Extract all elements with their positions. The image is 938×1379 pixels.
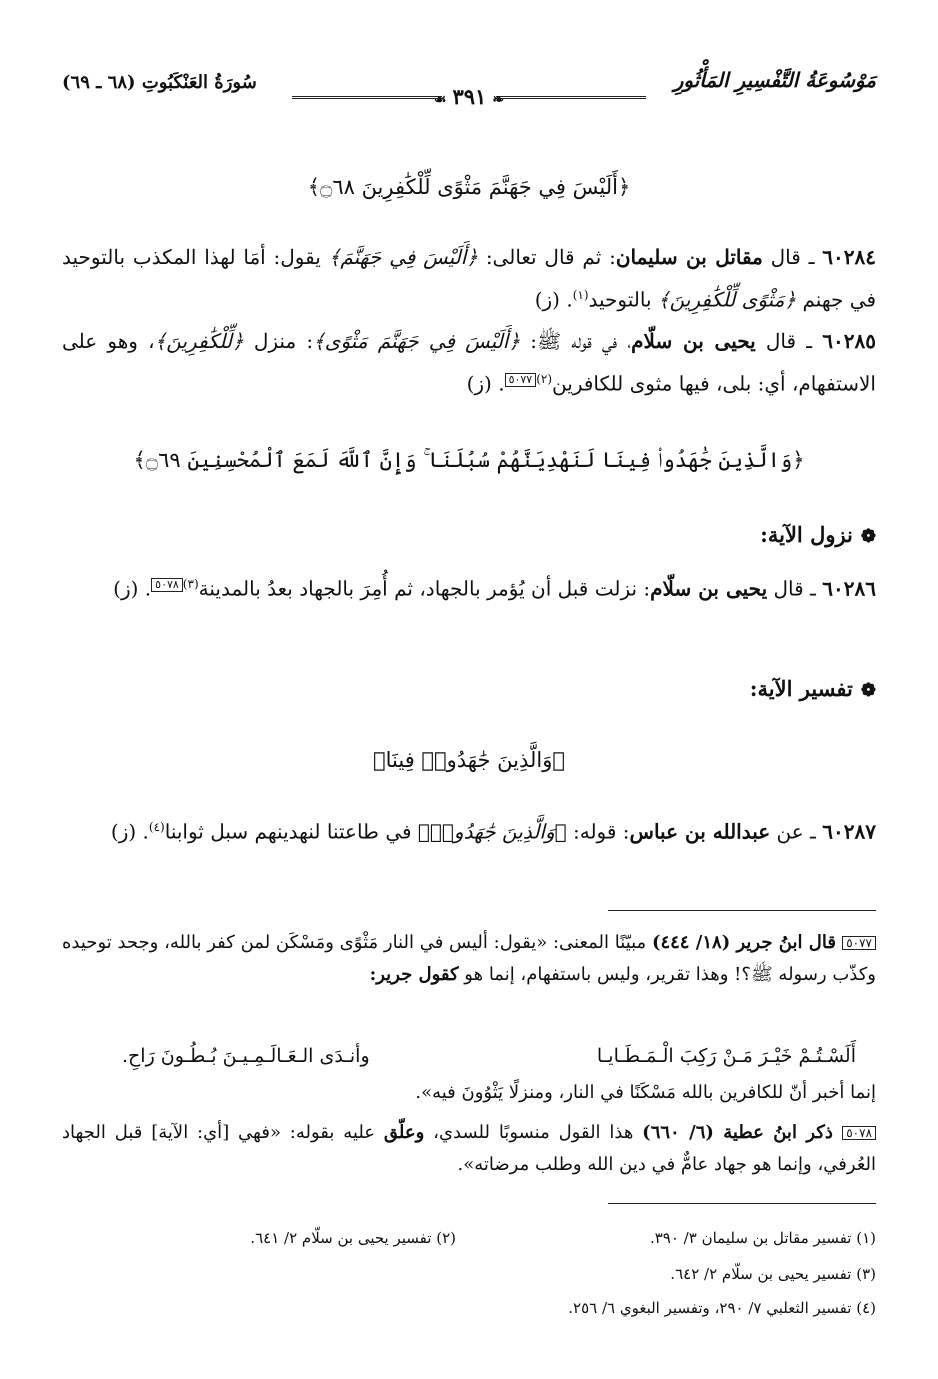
text: : منزل — [243, 329, 314, 353]
text: ـ عن — [770, 819, 823, 844]
text: في طاعتنا لنهدينهم سبل ثوابنا — [164, 819, 418, 844]
commentary-text: مبيّنًا المعنى: «يقول: أليس في النار مَثْوًى ومَسْكَن لمن كفر بالله، وجحد توحيده وكذّب رسوله ﷺ؟! وهذا تقرير، وليس باستفهام، إنما هو — [62, 932, 876, 985]
footnote-ref[interactable]: (١) — [572, 288, 589, 302]
commentary-lead: قال ابنُ جرير (١٨/ ٤٤٤) — [651, 932, 843, 953]
text: . (ز) — [113, 576, 152, 601]
footnote-4: (٤) تفسير الثعلبي ٧/ ٢٩٠، وتفسير البغوي ٦/ ٢٥٦. — [568, 1299, 876, 1317]
narration-number: ٦٠٢٨٥ — [822, 329, 876, 353]
narrator-name: عبدالله بن عباس — [629, 819, 771, 844]
ayah-68: ﴿أَلَيْسَ فِي جَهَنَّمَ مَثْوًى لِّلْكَٰفِرِينَ ۝٦٨﴾ — [307, 175, 631, 199]
text: بالتوحيد — [588, 287, 658, 312]
text: ـ قال — [755, 329, 823, 353]
quran-quote: ﴿أَلَيْسَ فِي جَهَنَّمَ﴾ — [328, 245, 479, 269]
text: يقول: أمَا لهذا المكذب بالتوحيد في جهنم — [62, 245, 876, 312]
footnote-ref[interactable]: (٣) — [182, 577, 199, 591]
text: ، في قوله ﷺ: — [520, 329, 632, 353]
book-page — [62, 0, 876, 1379]
page-number-bar — [62, 84, 876, 109]
page-header — [62, 64, 876, 108]
text: : نزلت قبل أن يُؤمر بالجهاد، ثم أُمِرَ بالجهاد بعدُ بالمدينة — [198, 576, 651, 601]
narrator-name: مقاتل بن سليمان — [615, 245, 763, 269]
page-number-wrap — [62, 84, 876, 109]
narrator-name: يحيى بن سلّام — [631, 329, 756, 353]
narration-number: ٦٠٢٨٧ — [822, 819, 876, 844]
narration-60287 — [62, 808, 876, 851]
commentary-number-box: ٥٠٧٨ — [842, 1126, 876, 1140]
ayah-69: ﴿وَالَّذِينَ جَٰهَدُوا۟ فِينَا لَنَهْدِيَنَّهُمْ سُبُلَنَا ۚ وَإِنَّ ٱللَّهَ لَمَعَ ٱلْمُحْسِنِينَ ۝٦٩﴾ — [133, 448, 805, 472]
section-heading-nuzul — [760, 522, 876, 547]
ayah-69-excerpt: ﴿وَالَّذِينَ جَٰهَدُوا۟ فِينَا﴾ — [373, 748, 565, 772]
poem-hemistich-2: وأنـدَى الـعَـالَـمِـيـنَ بُـطُـونَ رَاحِ. — [122, 1045, 370, 1067]
poem-verse — [62, 1040, 876, 1072]
text: : ثم قال تعالى: — [478, 245, 616, 269]
commentary-lead: ذكر ابنُ عطية (٦/ ٦٦٠) — [642, 1122, 843, 1143]
flower-ornament-icon: ❁ — [860, 526, 876, 547]
narration-60286 — [62, 565, 876, 608]
commentary-number-box: ٥٠٧٧ — [842, 936, 876, 950]
book-title: مَوْسُوعَةُ التَّفْسِيرِ المَأْثُورِ — [673, 68, 876, 92]
commentary-text: عليه بقوله: «فهي [أي: الآية] قبل الجهاد العُرفي، وإنما هو جهاد عامٌّ في دين الله وطلب مرضاته». — [62, 1122, 876, 1175]
section-heading-tafsir — [750, 676, 876, 701]
footnote-ref[interactable]: (٢) — [536, 372, 553, 386]
flower-ornament-icon: ❁ — [860, 680, 876, 701]
text: . (ز) — [466, 371, 505, 396]
commentary-5077 — [62, 927, 876, 991]
surah-title: سُورَةُ العَنْكَبُوتِ (٦٨ ـ ٦٩) — [62, 72, 257, 93]
text: . (ز) — [534, 287, 573, 312]
footnotes-separator — [608, 1203, 876, 1204]
commentary-ref-box[interactable]: ٥٠٧٨ — [151, 578, 183, 592]
quran-quote: ﴿لِّلْكَٰفِرِينَ﴾ — [154, 329, 244, 353]
commentary-5077-end: إنما أخبر أنّ للكافرين بالله مَسْكَنًا في النار، ومنزلًا يَثْوُونَ فيه». — [415, 1082, 876, 1103]
narration-60284 — [62, 238, 876, 319]
footnote-2: (٢) تفسير يحيى بن سلّام ٢/ ٦٤١. — [250, 1229, 456, 1247]
commentary-ref-box[interactable]: ٥٠٧٧ — [505, 373, 537, 387]
narrator-name: يحيى بن سلّام — [650, 576, 768, 601]
footnote-ref[interactable]: (٤) — [148, 820, 165, 834]
text: ، وهو على الاستفهام، أي: بلى، فيها مثوى للكافرين — [62, 329, 876, 396]
ornament-icon: ❧ — [492, 92, 505, 108]
quran-quote: ﴿وَالَّذِينَ جَٰهَدُوا۟﴾ — [417, 819, 567, 844]
narration-number: ٦٠٢٨٦ — [822, 576, 876, 601]
text: : قوله: — [566, 819, 630, 844]
heading-text: تفسير الآية: — [749, 676, 853, 701]
header-rule-left — [292, 96, 442, 99]
footnote-3: (٣) تفسير يحيى بن سلّام ٢/ ٦٤٢. — [670, 1265, 876, 1283]
poem-hemistich-1: أَلَسْـتُـمْ خَيْـرَ مَـنْ رَكِبَ الْـمَـطَـايـا — [596, 1045, 856, 1067]
text: . (ز) — [110, 819, 149, 844]
text: ـ قال — [762, 245, 823, 269]
quran-quote: ﴿مَثْوًى لِّلْكَٰفِرِينَ﴾ — [657, 287, 797, 312]
footnote-1: (١) تفسير مقاتل بن سليمان ٣/ ٣٩٠. — [649, 1229, 876, 1247]
commentary-separator — [608, 910, 876, 911]
quran-quote: ﴿أَلَيْسَ فِي جَهَنَّمَ مَثْوًى﴾ — [313, 329, 521, 353]
narration-number: ٦٠٢٨٤ — [822, 245, 876, 269]
ornament-icon: ☙ — [433, 92, 447, 108]
commentary-text-bold: كقول جرير: — [369, 964, 459, 985]
commentary-text: هذا القول منسوبًا للسدي، — [424, 1122, 643, 1143]
narration-60285 — [62, 322, 876, 403]
text: ـ قال — [767, 576, 823, 601]
commentary-text-bold: وعلّق — [383, 1122, 425, 1143]
page-number: ٣٩١ — [452, 84, 487, 109]
heading-text: نزول الآية: — [760, 522, 853, 547]
commentary-5078 — [62, 1117, 876, 1181]
